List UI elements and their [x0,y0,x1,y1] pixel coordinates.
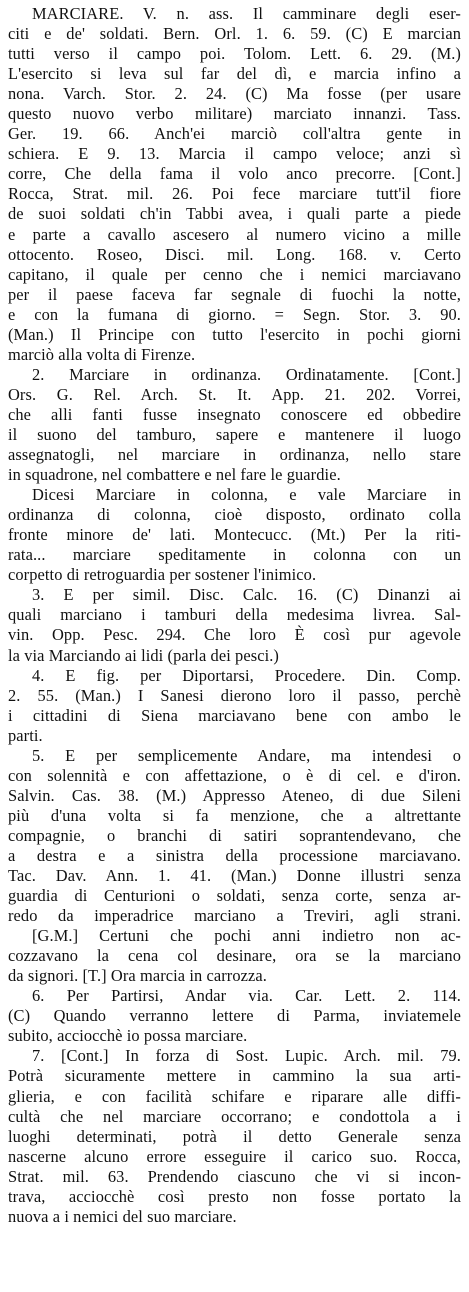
entry-line: trava, acciocchè così presto non fosse portato la [8,1186,461,1206]
entry-line: 2. Marciare in ordinanza. Ordinatamente. [Cont.] [32,364,461,384]
entry-line: Tac. Dav. Ann. 1. 41. (Man.) Donne illustri senza [8,866,461,886]
entry-line: 3. E per simil. Disc. Calc. 16. (C) Dinanzi ai [32,585,461,605]
entry-line: citi e de' soldati. Bern. Orl. 1. 6. 59. (C) E marcian [8,24,461,44]
entry-line: tutti verso il campo poi. Tolom. Lett. 6. 29. (M.) [8,44,461,64]
entry-line: de suoi soldati ch'in Tabbi avea, i quali parte a piede [8,204,461,224]
entry-line: e parte a cavallo ascesero al numero vicino a mille [8,224,461,244]
entry-line: il suono del tamburo, sapere e mantenere il luogo [8,424,461,444]
entry-line: 2. 55. (Man.) I Sanesi dierono loro il passo, perchè [8,685,461,705]
entry-line: fronte minore de' lati. Montecucc. (Mt.) Per la riti- [8,525,461,545]
entry-line: compagnie, o branchi di satiri soprantendevano, che [8,825,461,845]
entry-line: schiera. E 9. 13. Marcia il campo veloce; anzi sì [8,144,461,164]
entry-line: e con la fumana di giorno. = Segn. Stor. 3. 90. [8,304,461,324]
entry-line: per il paese faceva far segnale di fuochi la notte, [8,284,461,304]
entry-line: con solennità e con affettazione, o è di cel. e d'iron. [8,765,461,785]
entry-line: ordinanza di colonna, cioè disposto, ordinato colla [8,505,461,525]
entry-line: vin. Opp. Pesc. 294. Che loro È così pur agevole [8,625,461,645]
entry-line: subito, acciocchè io possa marciare. [8,1026,248,1046]
entry-line: questo nuovo verbo militare) marciato innanzi. Tass. [8,104,461,124]
entry-line: nuova a i nemici del suo marciare. [8,1206,237,1226]
entry-line: più d'una volta si fa menzione, che a altrettante [8,805,461,825]
entry-line: L'esercito si leva sul far del dì, e marcia infino a [8,64,461,84]
entry-line: marciò alla volta di Firenze. [8,344,196,364]
entry-line: cultà che nel marciare occorrano; e condottola a i [8,1106,461,1126]
entry-line: Dicesi Marciare in colonna, e vale Marciare in [32,485,461,505]
entry-line: Ors. G. Rel. Arch. St. It. App. 21. 202. Vorrei, [8,384,461,404]
entry-line: parti. [8,725,43,745]
entry-line: 6. Per Partirsi, Andar via. Car. Lett. 2. 114. [32,986,461,1006]
entry-line: rata... marciare speditamente in colonna con un [8,545,461,565]
entry-line: Salvin. Cas. 38. (M.) Appresso Ateneo, di due Sileni [8,785,461,805]
entry-line: che alli fanti fusse insegnato conoscere ed obbedire [8,404,461,424]
entry-line: (Man.) Il Principe con tutto l'esercito in pochi giorni [8,324,461,344]
entry-line: (C) Quando verranno lettere di Parma, inviatemele [8,1006,461,1026]
entry-line: la via Marciando ai lidi (parla dei pesci.) [8,645,279,665]
entry-line: Strat. mil. 63. Prendendo ciascuno che vi si incon- [8,1166,461,1186]
entry-line: 5. E per semplicemente Andare, ma intendesi o [32,745,461,765]
entry-line: 4. E fig. per Diportarsi, Procedere. Din. Comp. [32,665,461,685]
entry-line: MARCIARE. V. n. ass. Il camminare degli eser- [32,4,461,23]
entry-line: quali marciano i tamburi della medesima livrea. Sal- [8,605,461,625]
entry-line: assegnatogli, nel marciare in ordinanza, nello stare [8,445,461,465]
entry-line: ottocento. Roseo, Disci. mil. Long. 168. v. Certo [8,244,461,264]
entry-line: glieria, e con facilità schifare e riparare alle diffi- [8,1086,461,1106]
entry-line: corre, Che della fama il volo anco precorre. [Cont.] [8,164,461,184]
entry-line: nascerne alcuno errore esseguire il carico suo. Rocca, [8,1146,461,1166]
entry-line: 7. [Cont.] In forza di Sost. Lupic. Arch. mil. 79. [32,1046,461,1066]
entry-line: capitano, il quale per cenno che i nemici marciavano [8,264,461,284]
entry-line: Ger. 19. 66. Anch'ei marciò coll'altra gente in [8,124,461,144]
entry-line: da signori. [T.] Ora marcia in carrozza. [8,966,267,986]
entry-line: Potrà sicuramente mettere in cammino la sua arti- [8,1066,461,1086]
entry-line: cozzavano la cena col desinare, ora se la marciano [8,946,461,966]
entry-line: a destra e a sinistra della processione marciavano. [8,845,461,865]
dictionary-entry-marciare [8,4,461,1227]
entry-line: corpetto di retroguardia per sostener l'inimico. [8,565,317,585]
entry-line: guardia di Centurioni o soldati, senza corte, senza ar- [8,886,461,906]
entry-line: [G.M.] Certuni che pochi anni indietro non ac- [32,926,461,946]
entry-line: luoghi determinati, potrà il detto Generale senza [8,1126,461,1146]
entry-line: nona. Varch. Stor. 2. 24. (C) Ma fosse (per usare [8,84,461,104]
entry-line: Rocca, Strat. mil. 26. Poi fece marciare tutt'il fiore [8,184,461,204]
entry-line: in squadrone, nel combattere e nel fare le guardie. [8,465,341,485]
entry-line: i cittadini di Siena marciavano bene con ambo le [8,705,461,725]
entry-line: redo da imperadrice marciano a Treviri, agli strani. [8,906,461,926]
